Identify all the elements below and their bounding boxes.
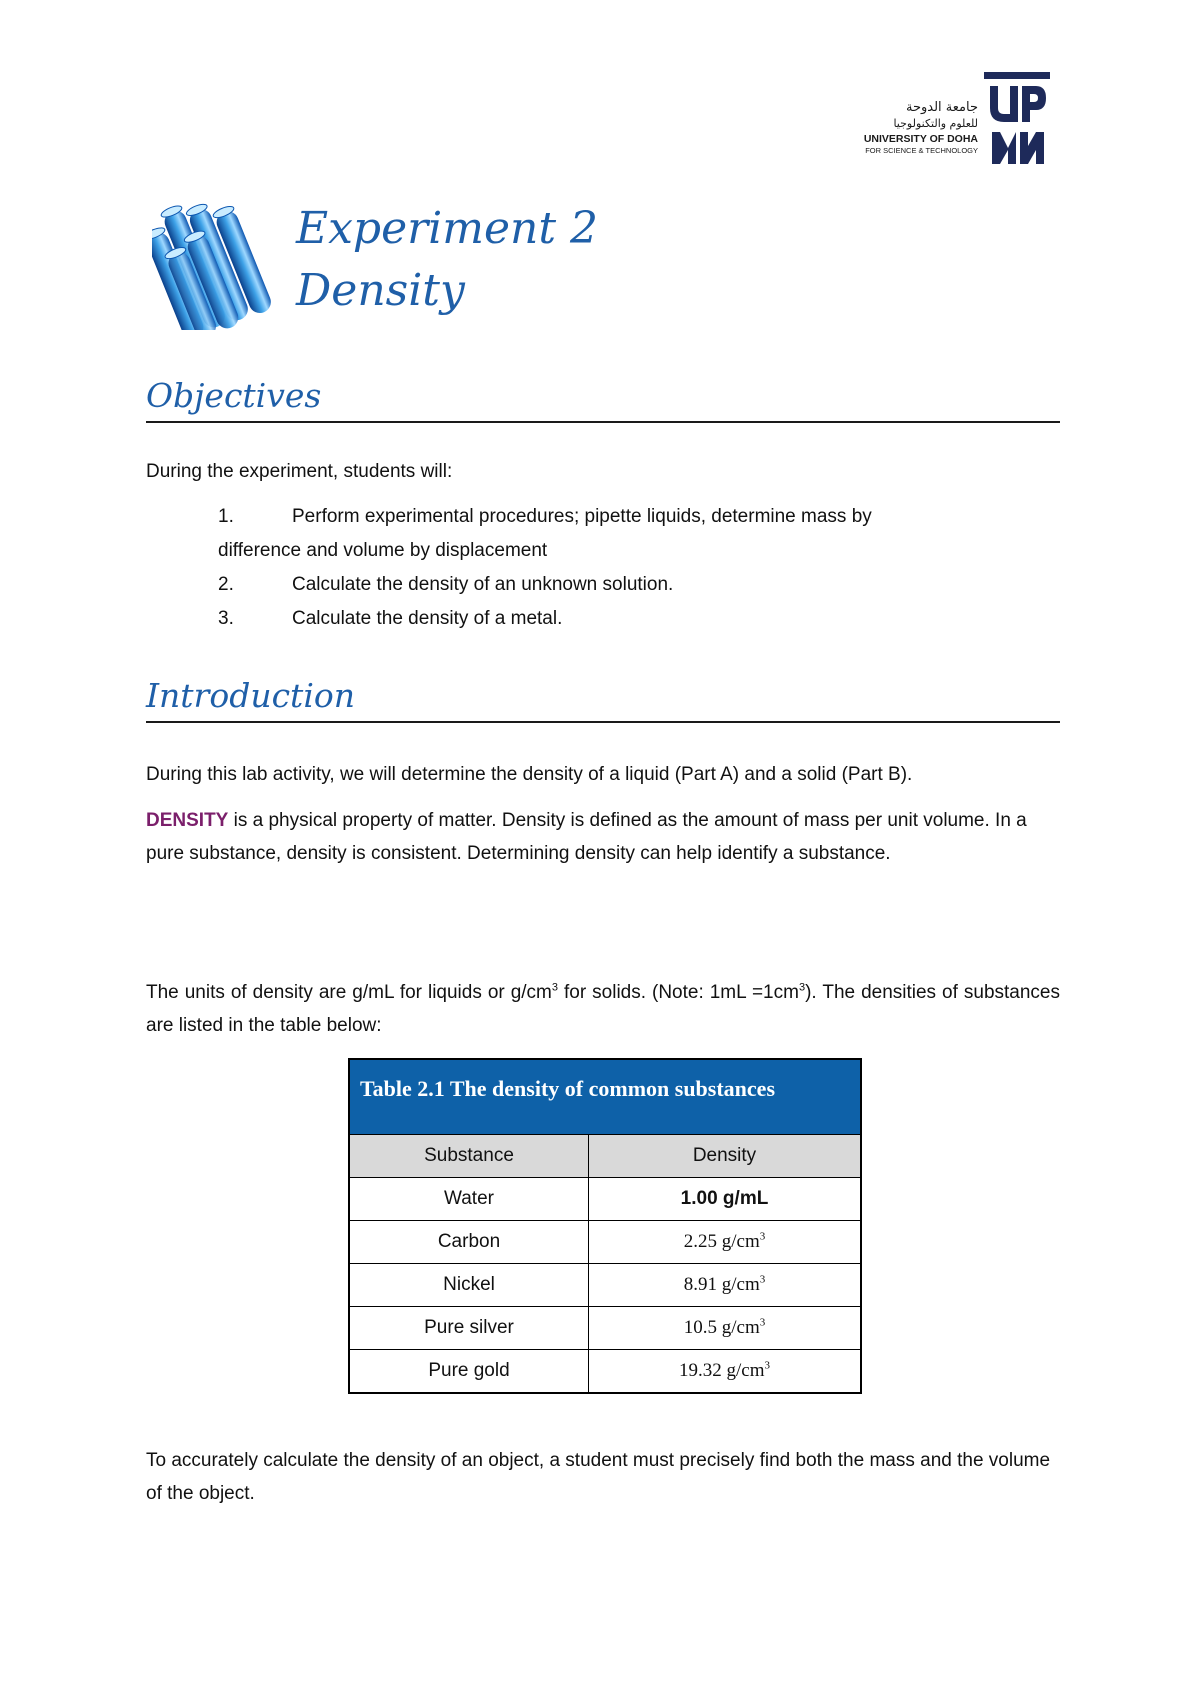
logo-arabic-subtitle: للعلوم والتكنولوجيا: [893, 117, 978, 130]
density-cell: [589, 1178, 862, 1221]
logo-text: [864, 100, 978, 156]
closing-paragraph: To accurately calculate the density of an object, a student must precisely find both the mass and the volume of the object.: [146, 1450, 1051, 1504]
introduction-heading: Introduction: [146, 673, 1060, 723]
objective-text: Calculate the density of an unknown solution.: [292, 574, 674, 595]
objective-number: 1.: [218, 506, 234, 527]
superscript: 3: [551, 981, 559, 994]
table-caption-row: [349, 1059, 861, 1135]
superscript: 3: [759, 1316, 766, 1329]
units-text: for solids. (Note: 1mL =1cm: [558, 982, 799, 1003]
title-topic: Density: [296, 265, 465, 316]
objectives-intro: During the experiment, students will:: [146, 461, 453, 482]
density-value: 2.25 g/cm: [683, 1231, 760, 1252]
objective-text: Calculate the density of a metal.: [292, 608, 563, 629]
density-definition-text: is a physical property of matter. Density is defined as the amount of mass per unit volume. In a pure substance, density is consistent. Determining density can help identify a substance.: [146, 810, 1027, 864]
superscript: 3: [759, 1230, 766, 1243]
table-row: [349, 1350, 861, 1394]
superscript: 3: [759, 1273, 766, 1286]
table-row: [349, 1307, 861, 1350]
column-header-density: Density: [589, 1135, 862, 1178]
density-value: 8.91 g/cm: [683, 1274, 760, 1295]
objective-text-continued: difference and volume by displacement: [218, 540, 548, 561]
density-cell: [589, 1264, 862, 1307]
substance-cell: Water: [349, 1178, 589, 1221]
density-value: 10.5 g/cm: [683, 1317, 760, 1338]
objective-text: Perform experimental procedures; pipette liquids, determine mass by: [292, 506, 872, 527]
university-logo: [840, 72, 1050, 172]
experiment-title: [296, 198, 598, 322]
udst-emblem-icon: [984, 72, 1050, 168]
test-tubes-icon: [152, 190, 282, 330]
density-cell: [589, 1307, 862, 1350]
substance-cell: Nickel: [349, 1264, 589, 1307]
superscript: 3: [798, 981, 806, 994]
superscript: 3: [764, 1359, 770, 1372]
table-header-row: [349, 1135, 861, 1178]
intro-paragraph: During this lab activity, we will determine the density of a liquid (Part A) and a solid (Part B).: [146, 764, 913, 785]
substance-cell: Carbon: [349, 1221, 589, 1264]
units-text: ). The densities of substances are listed in the table below:: [146, 982, 1060, 1036]
density-cell: [589, 1350, 862, 1394]
substance-cell: Pure silver: [349, 1307, 589, 1350]
logo-arabic-name: جامعة الدوحة: [905, 100, 978, 115]
objectives-heading: Objectives: [146, 373, 1060, 423]
density-keyword: DENSITY: [146, 810, 229, 831]
table-row: [349, 1221, 861, 1264]
objective-number: 2.: [218, 574, 234, 595]
logo-english-subtitle: FOR SCIENCE & TECHNOLOGY: [865, 146, 978, 155]
table-row: [349, 1178, 861, 1221]
column-header-substance: Substance: [349, 1135, 589, 1178]
title-experiment-number: Experiment 2: [296, 203, 599, 254]
density-definition-paragraph: [146, 804, 1060, 870]
density-cell: [589, 1221, 862, 1264]
units-paragraph: [146, 976, 1060, 1042]
substance-cell: Pure gold: [349, 1350, 589, 1394]
table-row: [349, 1264, 861, 1307]
density-value: 1.00 g/mL: [680, 1188, 769, 1209]
objective-number: 3.: [218, 608, 234, 629]
density-value: 19.32 g/cm: [679, 1360, 765, 1381]
table-caption: Table 2.1 The density of common substances: [349, 1059, 861, 1135]
logo-english-name: UNIVERSITY OF DOHA: [863, 133, 978, 145]
density-table: [348, 1058, 862, 1394]
units-text: The units of density are g/mL for liquids or g/cm: [146, 982, 552, 1003]
